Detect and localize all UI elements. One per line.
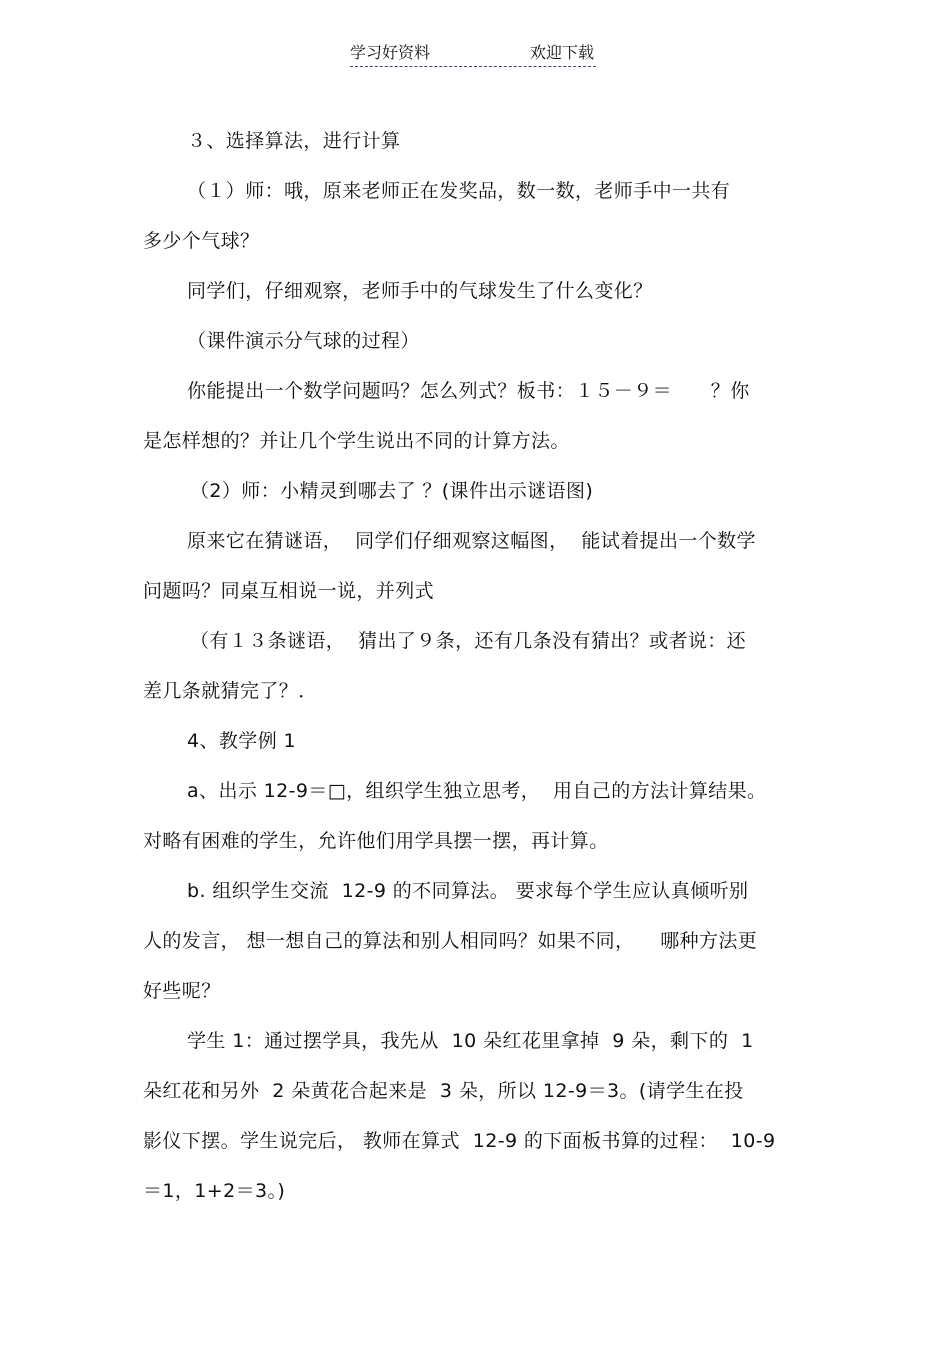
paragraph-line: 是怎样想的？并让几个学生说出不同的计算方法。 (143, 430, 570, 452)
header-left-text: 学习好资料 (350, 43, 431, 62)
paragraph-line: （有１３条谜语， 猜出了９条，还有几条没有猜出？或者说：还 (190, 630, 747, 652)
paragraph-line: 同学们，仔细观察，老师手中的气球发生了什么变化？ (187, 280, 653, 302)
paragraph-line: 差几条就猜完了？． (143, 680, 318, 702)
paragraph-line: 学生 1：通过摆学具，我先从 10 朵红花里拿掉 9 朵，剩下的 1 (187, 1030, 754, 1052)
paragraph-line: 多少个气球？ (143, 230, 260, 252)
paragraph-line: b. 组织学生交流 12-9 的不同算法。 要求每个学生应认真倾听别 (187, 880, 749, 902)
header-right-text: 欢迎下载 (529, 43, 594, 62)
paragraph-line: 原来它在猜谜语， 同学们仔细观察这幅图， 能试着提出一个数学 (187, 530, 756, 552)
page-header (350, 40, 596, 67)
paragraph-line: 好些呢？ (143, 980, 221, 1002)
paragraph-line: 问题吗？同桌互相说一说，并列式 (143, 580, 435, 602)
paragraph-line: （2）师：小精灵到哪去了 ？(课件出示谜语图) (190, 480, 594, 502)
paragraph-line: ＝1，1+2＝3。) (143, 1180, 286, 1202)
paragraph-line: 对略有困难的学生，允许他们用学具摆一摆，再计算。 (143, 830, 609, 852)
paragraph-line: 人的发言， 想一想自己的算法和别人相同吗？如果不同， 哪种方法更 (143, 930, 758, 952)
paragraph-line: 朵红花和另外 2 朵黄花合起来是 3 朵，所以 12-9＝3。(请学生在投 (143, 1080, 744, 1102)
paragraph-line: （课件演示分气球的过程） (187, 330, 420, 352)
paragraph-line: 你能提出一个数学问题吗？怎么列式？板书：１５－９＝ ？你 (187, 380, 750, 402)
paragraph-line: 影仪下摆。学生说完后， 教师在算式 12-9 的下面板书算的过程： 10-9 (143, 1130, 776, 1152)
paragraph-line: ３、选择算法，进行计算 (187, 130, 401, 152)
section-heading: 4、教学例 1 (187, 730, 297, 752)
paragraph-line: （１）师：哦，原来老师正在发奖品，数一数，老师手中一共有 (187, 180, 731, 202)
paragraph-line: a、出示 12-9＝□，组织学生独立思考， 用自己的方法计算结果。 (187, 780, 767, 802)
